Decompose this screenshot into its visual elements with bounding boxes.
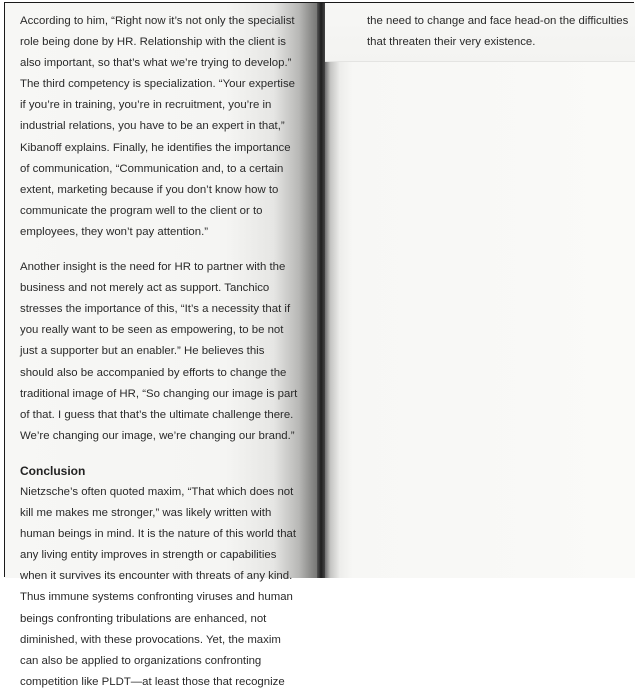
section-heading: Conclusion — [20, 463, 86, 478]
text-line: Thus immune systems confronting viruses and human — [20, 591, 293, 604]
text-line: Another insight is the need for HR to partner with the — [20, 261, 286, 274]
text-line: should also be accompanied by efforts to change the — [20, 366, 287, 379]
paragraph-1 — [20, 11, 312, 243]
text-line: that threaten their very existence. — [367, 36, 536, 49]
text-line: when it survives its encounter with threats of any kind. — [20, 570, 293, 583]
text-line: According to him, “Right now it’s not only the specialist — [20, 15, 295, 27]
text-line: communicate the program well to the client or to — [20, 204, 263, 217]
text-line: employees, they won’t pay attention.” — [20, 225, 209, 238]
text-line: traditional image of HR, “So changing our image is part — [20, 387, 298, 400]
text-line: can also be applied to organizations confronting — [20, 654, 262, 667]
text-line: kill me makes me stronger,” was likely written with — [20, 507, 272, 520]
text-line: human beings in mind. It is the nature of this world that — [20, 528, 297, 541]
book-spine — [317, 3, 325, 578]
text-line: the need to change and face head-on the difficulties — [367, 15, 629, 27]
text-line: beings confronting tribulations are enhanced, not — [20, 612, 267, 625]
right-page-text — [367, 11, 629, 53]
text-line: Nietzsche’s often quoted maxim, “That which does not — [20, 485, 294, 498]
left-page-text — [20, 11, 312, 693]
text-line: industrial relations, you have to be an expert in that,” — [20, 120, 285, 133]
text-line: of communication, “Communication and, to a certain — [20, 162, 284, 175]
text-line: also important, so that’s what we’re trying to develop.” — [20, 57, 292, 70]
text-line: role being done by HR. Relationship with the client is — [20, 36, 286, 49]
text-line: We’re changing our image, we’re changing our brand.” — [20, 429, 295, 442]
paragraph-3 — [20, 482, 312, 693]
paragraph-gap — [20, 243, 312, 257]
right-page — [321, 3, 635, 578]
text-line: extent, marketing because if you don’t know how to — [20, 183, 279, 196]
scanned-book-spread — [4, 2, 634, 688]
text-line: you really want to be seen as empowering, to be not — [20, 324, 284, 337]
text-line: stresses the importance of this, “It’s a necessity that if — [20, 303, 291, 316]
paragraph-gap — [20, 447, 312, 461]
text-line: Kibanoff explains. Finally, he identifies the importance — [20, 141, 291, 154]
text-line: if you’re in training, you’re in recruitment, you’re in — [20, 99, 272, 112]
text-line: business and not merely act as support. Tanchico — [20, 282, 270, 295]
paragraph-2 — [20, 257, 312, 447]
text-line: any living entity improves in strength or capabilities — [20, 549, 277, 562]
text-line: competition like PLDT—at least those that recognize — [20, 675, 285, 688]
text-line: The third competency is specialization. “Your expertise — [20, 78, 295, 91]
text-line: diminished, with these provocations. Yet, the maxim — [20, 633, 281, 646]
text-line: of that. I guess that that’s the ultimate challenge there. — [20, 408, 294, 421]
text-line: just a supporter but an enabler.” He believes this — [20, 345, 265, 358]
